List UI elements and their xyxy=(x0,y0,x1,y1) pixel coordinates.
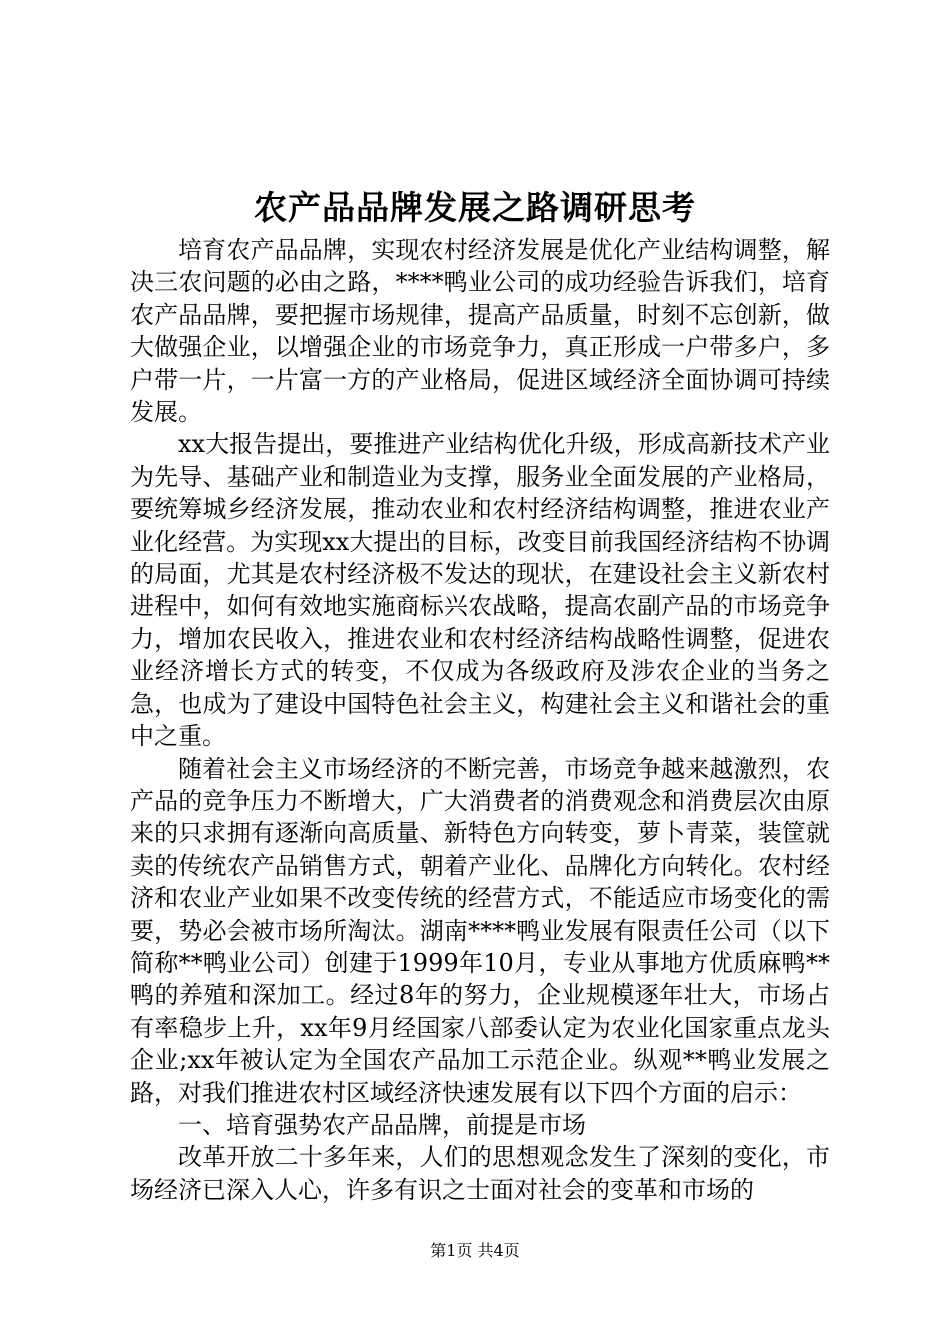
paragraph-report: xx大报告提出，要推进产业结构优化升级，形成高新技术产业为先导、基础产业和制造业为支撑，服务业全面发展的产业格局，要统筹城乡经济发展，推动农业和农村经济结构调整，推进农业产业化经营。为实现xx大提出的目标，改变目前我国经济结构不协调的局面，尤其是农村经济极不发达的现状，在建设社会主义新农村进程中，如何有效地实施商标兴农战略，提高农副产品的市场竞争力，增加农民收入，推进农业和农村经济结构战略性调整，促进农业经济增长方式的转变，不仅成为各级政府及涉农企业的当务之急，也成为了建设中国特色社会主义，构建社会主义和谐社会的重中之重。 xyxy=(130,430,830,751)
paragraph-market: 随着社会主义市场经济的不断完善，市场竞争越来越激烈，农产品的竞争压力不断增大，广大消费者的消费观念和消费层次由原来的只求拥有逐渐向高质量、新特色方向转变，萝卜青菜，装筐就卖的传统农产品销售方式，朝着产业化、品牌化方向转化。农村经济和农业产业如果不改变传统的经营方式，不能适应市场变化的需要，势必会被市场所淘汰。湖南****鸭业发展有限责任公司（以下简称**鸭业公司）创建于1999年10月，专业从事地方优质麻鸭**鸭的养殖和深加工。经过8年的努力，企业规模逐年壮大，市场占有率稳步上升，xx年9月经国家八部委认定为农业化国家重点龙头企业;xx年被认定为全国农产品加工示范企业。纵观**鸭业发展之路，对我们推进农村区域经济快速发展有以下四个方面的启示： xyxy=(130,754,830,1107)
page-indicator: 第1页 共4页 xyxy=(430,1241,520,1260)
document-body xyxy=(130,234,830,1206)
document-title: 农产品品牌发展之路调研思考 xyxy=(254,188,696,227)
paragraph-intro: 培育农产品品牌，实现农村经济发展是优化产业结构调整，解决三农问题的必由之路，****鸭业公司的成功经验告诉我们，培育农产品品牌，要把握市场规律，提高产品质量，时刻不忘创新，做大做强企业，以增强企业的市场竞争力，真正形成一户带多户，多户带一片，一片富一方的产业格局，促进区域经济全面协调可持续发展。 xyxy=(130,236,830,427)
section-heading-1: 一、培育强势农产品品牌，前提是市场 xyxy=(178,1110,586,1139)
paragraph-reform: 改革开放二十多年来，人们的思想观念发生了深刻的变化，市场经济已深入人心，许多有识之士面对社会的变革和市场的 xyxy=(130,1143,830,1204)
